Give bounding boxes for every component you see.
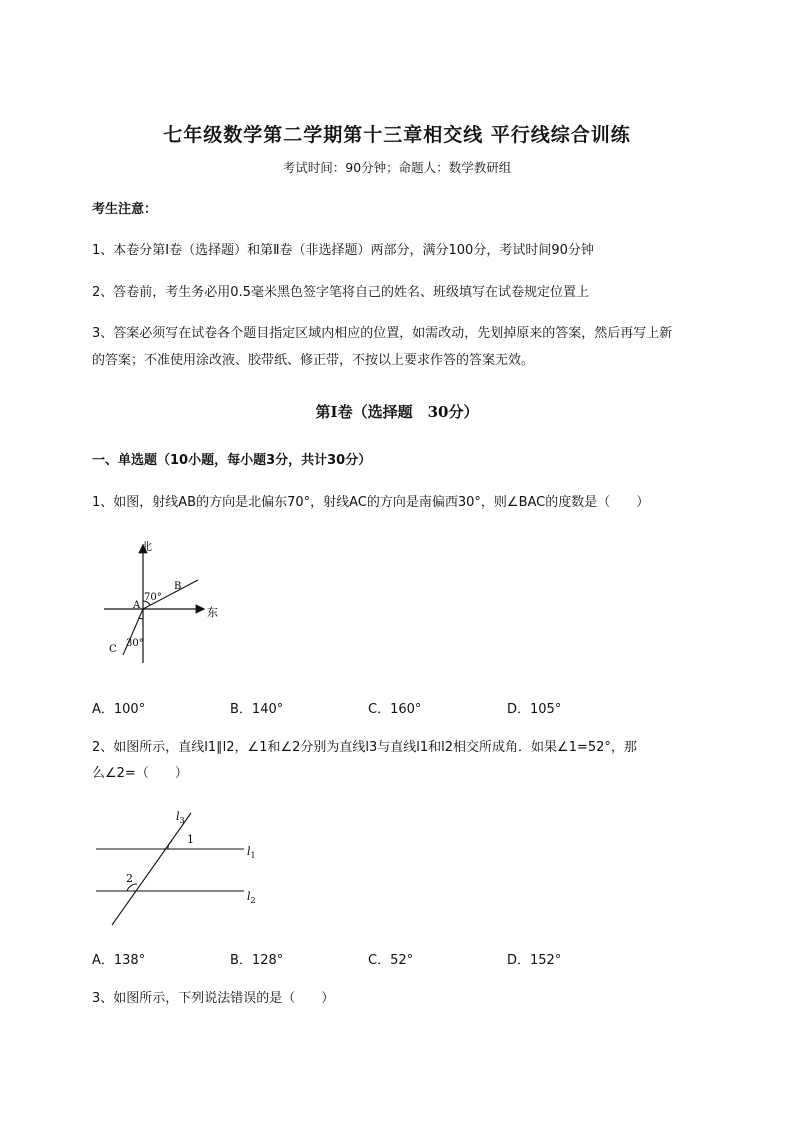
exam-info: 考试时间：90分钟；命题人：数学教研组 bbox=[282, 160, 512, 175]
q2-option-b: B．128° bbox=[230, 953, 284, 968]
q1-option-c: C．160° bbox=[368, 702, 422, 717]
angle-1-label: 1 bbox=[187, 833, 194, 846]
section-heading: 一、单选题（10小题，每小题3分，共计30分） bbox=[92, 453, 372, 468]
angle-1-arc bbox=[168, 841, 172, 849]
east-label: 东 bbox=[207, 606, 218, 619]
angle-70-label: 70° bbox=[144, 592, 162, 603]
q1-option-d: D．105° bbox=[507, 702, 562, 717]
notice-heading: 考生注意： bbox=[92, 202, 158, 217]
notice-item-3-line1: 3、答案必须写在试卷各个题目指定区域内相应的位置，如需改动，先划掉原来的答案，然后再写上新 bbox=[92, 326, 673, 341]
q2-option-a: A．138° bbox=[92, 953, 146, 968]
q1-option-a: A．100° bbox=[92, 702, 146, 717]
line-l3 bbox=[112, 813, 191, 925]
point-b-label: B bbox=[174, 581, 182, 592]
part-title: 第I卷（选择题 30分） bbox=[315, 403, 479, 421]
l1-label: $l_1$ bbox=[247, 845, 256, 860]
point-a-label: A bbox=[133, 600, 141, 611]
question-1-text: 1、如图，射线AB的方向是北偏东70°，射线AC的方向是南偏西30°，则∠BAC的度数是（ ） bbox=[92, 495, 650, 510]
q2-option-d: D．152° bbox=[507, 953, 562, 968]
point-c-label: C bbox=[109, 644, 117, 655]
l3-label: $l_3$ bbox=[176, 810, 185, 825]
angle-30-label: 30° bbox=[126, 638, 144, 649]
page-title: 七年级数学第二学期第十三章相交线 平行线综合训练 bbox=[163, 124, 631, 146]
angle-2-label: 2 bbox=[126, 872, 133, 885]
notice-item-2: 2、答卷前，考生务必用0.5毫米黑色签字笔将自己的姓名、班级填写在试卷规定位置上 bbox=[92, 285, 589, 300]
north-label: 北 bbox=[141, 540, 152, 553]
q2-option-c: C．52° bbox=[368, 953, 414, 968]
l2-label: $l_2$ bbox=[247, 890, 256, 905]
notice-item-3-line2: 的答案；不准使用涂改液、胶带纸、修正带，不按以上要求作答的答案无效。 bbox=[92, 353, 535, 368]
angle-30-arc bbox=[139, 618, 143, 619]
question-2-text-line1: 2、如图所示，直线l1∥l2，∠1和∠2分别为直线l3与直线l1和l2相交所成角．如果∠1=52°，那 bbox=[92, 740, 637, 755]
question-3-text: 3、如图所示，下列说法错误的是（ ） bbox=[92, 991, 335, 1006]
question-2-text-line2: 么∠2=（ ） bbox=[92, 766, 188, 781]
q1-option-b: B．140° bbox=[230, 702, 284, 717]
notice-item-1: 1、本卷分第I卷（选择题）和第Ⅱ卷（非选择题）两部分，满分100分，考试时间90分钟 bbox=[92, 243, 594, 258]
question-1-figure bbox=[92, 533, 232, 668]
angle-2-arc bbox=[127, 884, 137, 891]
question-2-figure bbox=[92, 805, 272, 930]
